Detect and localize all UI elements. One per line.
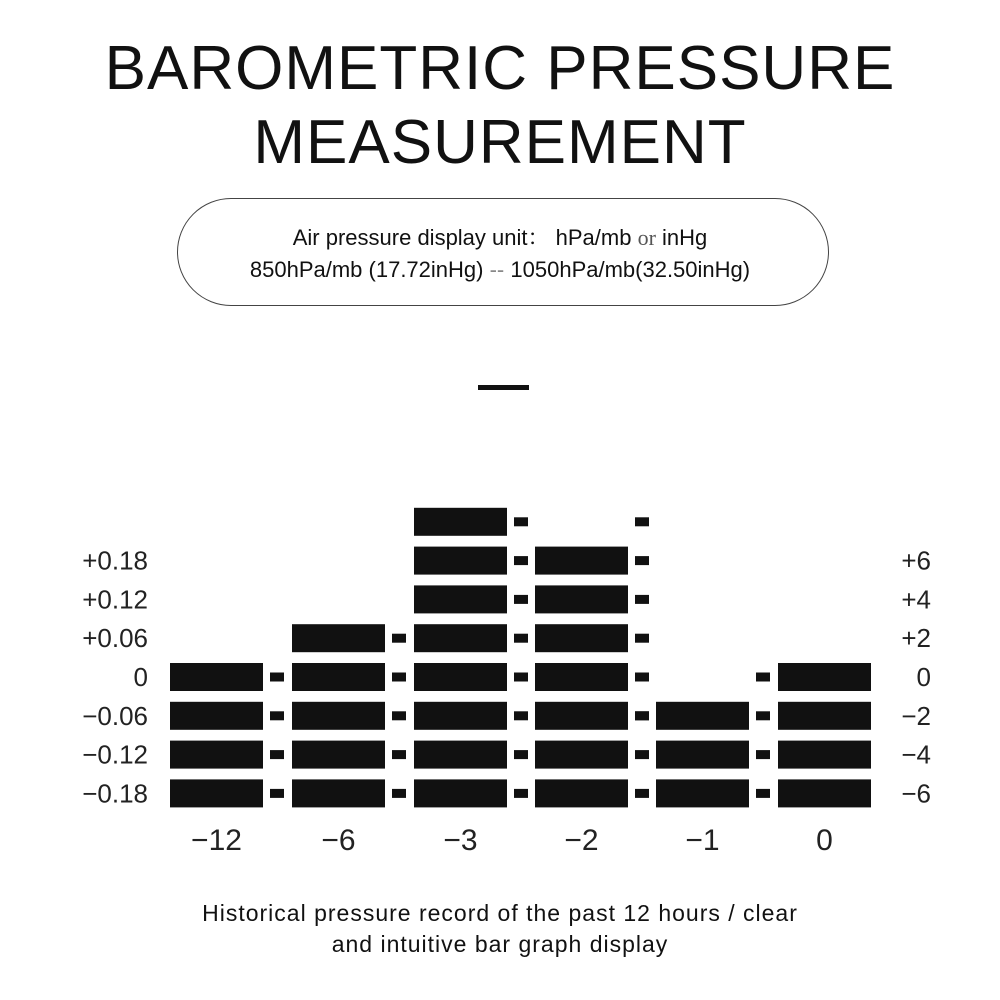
- right-tick-label: +6: [901, 545, 931, 576]
- bar-segment: [414, 702, 507, 730]
- range-separator: --: [489, 257, 505, 282]
- separator-dash: [635, 750, 649, 759]
- separator-dash: [514, 750, 528, 759]
- unit-info-or: or: [637, 225, 656, 250]
- info-pill: [177, 198, 829, 306]
- separator-dash: [635, 556, 649, 565]
- x-tick-label: 0: [816, 824, 833, 857]
- bar-segment: [778, 779, 871, 807]
- separator-dash: [514, 595, 528, 604]
- x-tick-label: −2: [564, 824, 599, 857]
- right-tick-label: +4: [901, 584, 931, 615]
- separator-dash: [756, 750, 770, 759]
- bar-segment: [535, 663, 628, 691]
- bar-segment: [414, 508, 507, 536]
- left-tick-label: −0.18: [82, 778, 148, 809]
- unit-info-text: Air pressure display unit： hPa/mb: [292, 225, 632, 250]
- separator-dash: [270, 750, 284, 759]
- bar-segment: [292, 741, 385, 769]
- separator-dash: [514, 634, 528, 643]
- separator-dash: [514, 517, 528, 526]
- separator-dash: [392, 711, 406, 720]
- x-tick-label: −12: [191, 824, 242, 857]
- separator-dash: [514, 556, 528, 565]
- bar-segment: [535, 779, 628, 807]
- separator-dash: [514, 711, 528, 720]
- separator-dash: [635, 789, 649, 798]
- range-high: 1050hPa/mb(32.50inHg): [510, 257, 751, 282]
- separator-dash: [392, 750, 406, 759]
- separator-dash: [270, 711, 284, 720]
- bar-segment: [414, 547, 507, 575]
- bar-segment: [778, 663, 871, 691]
- left-tick-label: +0.12: [82, 584, 148, 615]
- left-tick-label: +0.06: [82, 623, 148, 654]
- right-tick-label: 0: [916, 662, 931, 692]
- caption-line-1: Historical pressure record of the past 12 hours / clear: [202, 900, 798, 926]
- bar-segment: [414, 663, 507, 691]
- bar-segment: [535, 702, 628, 730]
- bar-segment: [656, 779, 749, 807]
- right-tick-label: +2: [901, 623, 931, 654]
- separator-dash: [635, 517, 649, 526]
- bar-segment: [170, 741, 263, 769]
- separator-dash: [270, 789, 284, 798]
- bar-segment: [292, 702, 385, 730]
- separator-dash: [392, 789, 406, 798]
- right-tick-label: −4: [901, 739, 931, 770]
- separator-dash: [635, 673, 649, 682]
- bar-segment: [656, 741, 749, 769]
- pressure-bar-chart: [0, 490, 1000, 870]
- separator-dash: [514, 673, 528, 682]
- range-low: 850hPa/mb (17.72inHg): [249, 257, 484, 282]
- separator-dash: [392, 634, 406, 643]
- bar-segment: [778, 702, 871, 730]
- separator-dash: [635, 711, 649, 720]
- left-tick-label: −0.12: [82, 739, 148, 770]
- right-tick-label: −2: [901, 700, 931, 731]
- bar-segment: [535, 624, 628, 652]
- bar-segment: [292, 663, 385, 691]
- unit-info-line: [0, 221, 1000, 252]
- x-tick-label: −3: [443, 824, 478, 857]
- bar-segment: [170, 779, 263, 807]
- left-tick-label: 0: [133, 662, 148, 692]
- bar-segment: [535, 585, 628, 613]
- x-tick-label: −6: [321, 824, 356, 857]
- x-tick-label: −1: [685, 824, 720, 857]
- bar-segment: [414, 741, 507, 769]
- page-title-line-2: MEASUREMENT: [253, 108, 747, 177]
- separator-dash: [635, 595, 649, 604]
- right-tick-label: −6: [901, 778, 931, 809]
- bar-segment: [292, 624, 385, 652]
- unit-info-inhg: inHg: [662, 225, 708, 250]
- divider-dash: [478, 385, 529, 390]
- separator-dash: [756, 673, 770, 682]
- caption-line-2: and intuitive bar graph display: [331, 931, 669, 957]
- left-tick-label: −0.06: [82, 700, 148, 731]
- separator-dash: [514, 789, 528, 798]
- separator-dash: [756, 711, 770, 720]
- bar-segment: [535, 547, 628, 575]
- separator-dash: [392, 673, 406, 682]
- bar-segment: [414, 585, 507, 613]
- separator-dash: [756, 789, 770, 798]
- bar-segment: [535, 741, 628, 769]
- bar-segment: [778, 741, 871, 769]
- bar-segment: [414, 779, 507, 807]
- page-title-line-1: BAROMETRIC PRESSURE: [104, 34, 896, 103]
- bar-segment: [292, 779, 385, 807]
- range-info-line: [0, 257, 1000, 283]
- separator-dash: [270, 673, 284, 682]
- separator-dash: [635, 634, 649, 643]
- bar-segment: [170, 663, 263, 691]
- bar-segment: [656, 702, 749, 730]
- bar-segment: [170, 702, 263, 730]
- bar-segment: [414, 624, 507, 652]
- left-tick-label: +0.18: [82, 545, 148, 576]
